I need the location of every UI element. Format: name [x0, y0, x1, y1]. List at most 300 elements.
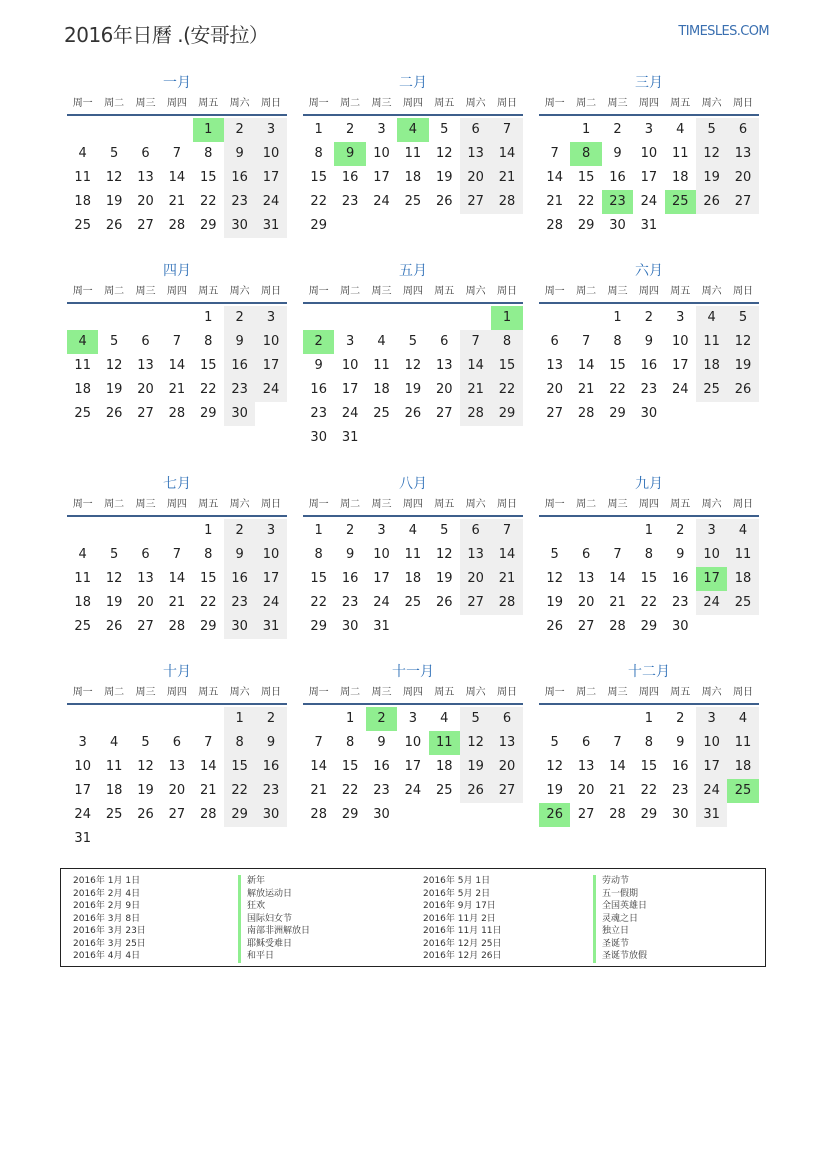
- day-cell: 18: [696, 354, 727, 378]
- day-cell: 18: [671, 170, 689, 185]
- day-cell: 14: [491, 543, 522, 567]
- month-title: 十一月: [392, 664, 434, 680]
- empty-cell: [161, 118, 192, 142]
- day-cell: 16: [224, 166, 255, 190]
- weekday-header: [539, 683, 759, 705]
- day-cell: 9: [224, 543, 255, 567]
- day-cell: 7: [172, 334, 181, 349]
- day-cell: 5: [440, 122, 449, 137]
- weekday-header: [539, 282, 759, 304]
- day-cell: 25: [74, 406, 91, 421]
- day-cell: 27: [546, 406, 563, 421]
- weekday-label: 周四: [638, 687, 659, 698]
- day-cell: 3: [676, 310, 685, 325]
- day-cell: 12: [435, 146, 453, 161]
- holiday-day-cell: 26: [539, 803, 570, 827]
- day-cell: 28: [168, 218, 186, 233]
- legend-right-names: [593, 875, 647, 963]
- day-cell: 30: [224, 402, 255, 426]
- holiday-day-cell: 2: [303, 330, 334, 354]
- holiday-legend: [60, 868, 766, 967]
- empty-cell: [98, 306, 129, 330]
- day-cell: 14: [577, 358, 595, 373]
- day-cell: 5: [550, 735, 559, 750]
- weekday-label: 周一: [72, 687, 93, 698]
- day-cell: 29: [577, 218, 595, 233]
- day-cell: 13: [577, 759, 595, 774]
- day-cell: 29: [310, 218, 327, 233]
- holiday-day-cell: 1: [193, 118, 224, 142]
- day-cell: 2: [644, 310, 653, 325]
- day-cell: 9: [224, 330, 255, 354]
- day-cell: 13: [460, 543, 491, 567]
- weekday-label: 周三: [371, 286, 392, 297]
- day-cell: 28: [168, 619, 186, 634]
- weekday-label: 周日: [497, 687, 518, 698]
- day-cell: 4: [696, 306, 727, 330]
- weekday-label: 周四: [638, 499, 659, 510]
- day-cell: 16: [671, 759, 689, 774]
- day-grid: [539, 304, 759, 426]
- weekday-label: 周六: [229, 98, 250, 109]
- day-cell: 18: [727, 567, 758, 591]
- day-cell: 24: [341, 406, 359, 421]
- day-cell: 6: [460, 519, 491, 543]
- day-cell: 16: [640, 358, 658, 373]
- day-cell: 12: [137, 759, 154, 774]
- day-cell: 12: [404, 358, 422, 373]
- weekday-header: [539, 495, 759, 517]
- day-cell: 3: [78, 735, 87, 750]
- day-cell: 23: [224, 591, 255, 615]
- weekday-label: 周四: [166, 286, 187, 297]
- month-block: [303, 473, 523, 639]
- day-cell: 17: [74, 783, 91, 798]
- day-cell: 8: [204, 547, 213, 562]
- day-cell: 25: [435, 783, 453, 798]
- day-cell: 1: [204, 523, 213, 538]
- day-cell: 18: [404, 571, 422, 586]
- day-grid: [67, 517, 287, 639]
- day-cell: 5: [408, 334, 417, 349]
- day-cell: 29: [341, 807, 359, 822]
- weekday-label: 周三: [371, 687, 392, 698]
- month-block: [303, 260, 523, 450]
- legend-left-names: [238, 875, 310, 963]
- empty-cell: [539, 707, 570, 731]
- empty-cell: [539, 519, 570, 543]
- day-cell: 5: [460, 707, 491, 731]
- weekday-label: 周三: [607, 286, 628, 297]
- day-cell: 23: [310, 406, 327, 421]
- weekday-label: 周二: [104, 286, 125, 297]
- weekday-label: 周六: [701, 286, 722, 297]
- month-title: 四月: [163, 263, 191, 279]
- day-cell: 6: [141, 146, 150, 161]
- day-grid: [539, 705, 759, 827]
- day-cell: 11: [727, 731, 758, 755]
- day-cell: 15: [640, 759, 658, 774]
- day-cell: 12: [105, 358, 123, 373]
- holiday-day-cell: 11: [429, 731, 460, 755]
- day-cell: 11: [696, 330, 727, 354]
- day-cell: 11: [404, 146, 422, 161]
- weekday-label: 周六: [465, 286, 486, 297]
- legend-date: 2016年 2月 4日: [73, 888, 141, 899]
- day-cell: 31: [255, 615, 286, 639]
- weekday-label: 周四: [402, 286, 423, 297]
- day-cell: 21: [491, 166, 522, 190]
- empty-cell: [161, 306, 192, 330]
- weekday-label: 周一: [544, 687, 565, 698]
- day-cell: 15: [199, 358, 217, 373]
- empty-cell: [130, 707, 161, 731]
- day-cell: 27: [491, 779, 522, 803]
- weekday-label: 周四: [638, 98, 659, 109]
- weekday-label: 周日: [733, 98, 754, 109]
- day-cell: 19: [105, 194, 123, 209]
- day-cell: 8: [613, 334, 622, 349]
- day-cell: 6: [491, 707, 522, 731]
- legend-date: 2016年 11月 2日: [423, 913, 496, 924]
- day-cell: 20: [491, 755, 522, 779]
- weekday-label: 周三: [135, 98, 156, 109]
- day-cell: 28: [460, 402, 491, 426]
- weekday-label: 周二: [104, 98, 125, 109]
- day-cell: 28: [310, 807, 327, 822]
- day-cell: 2: [224, 306, 255, 330]
- day-cell: 11: [671, 146, 689, 161]
- day-cell: 11: [74, 571, 91, 586]
- day-cell: 10: [373, 547, 390, 562]
- weekday-label: 周二: [576, 286, 597, 297]
- day-cell: 30: [671, 807, 689, 822]
- weekday-label: 周二: [340, 286, 361, 297]
- day-cell: 12: [105, 571, 123, 586]
- weekday-label: 周四: [402, 499, 423, 510]
- day-cell: 27: [137, 619, 154, 634]
- day-cell: 31: [373, 619, 390, 634]
- day-cell: 18: [727, 755, 758, 779]
- day-cell: 19: [404, 382, 422, 397]
- weekday-label: 周五: [670, 687, 691, 698]
- empty-cell: [303, 306, 334, 330]
- day-cell: 24: [696, 779, 727, 803]
- day-cell: 2: [345, 122, 355, 137]
- day-cell: 25: [696, 378, 727, 402]
- day-cell: 23: [224, 190, 255, 214]
- empty-cell: [193, 707, 224, 731]
- day-cell: 26: [546, 619, 563, 634]
- day-cell: 6: [727, 118, 758, 142]
- day-cell: 6: [550, 334, 559, 349]
- weekday-label: 周三: [607, 499, 628, 510]
- weekday-label: 周一: [308, 499, 329, 510]
- weekday-label: 周五: [670, 286, 691, 297]
- day-cell: 27: [577, 619, 595, 634]
- day-cell: 29: [491, 402, 522, 426]
- day-cell: 19: [435, 170, 453, 185]
- day-cell: 20: [727, 166, 758, 190]
- day-cell: 21: [199, 783, 217, 798]
- day-cell: 2: [676, 711, 685, 726]
- holiday-day-cell: 23: [602, 190, 633, 214]
- day-cell: 7: [460, 330, 491, 354]
- day-cell: 20: [460, 166, 491, 190]
- legend-holiday-name: 南部非洲解放日: [238, 925, 310, 938]
- day-cell: 16: [671, 571, 689, 586]
- weekday-label: 周二: [104, 687, 125, 698]
- day-cell: 30: [224, 214, 255, 238]
- day-cell: 29: [199, 619, 217, 634]
- day-cell: 15: [310, 571, 327, 586]
- day-cell: 4: [727, 519, 758, 543]
- day-cell: 4: [727, 707, 758, 731]
- holiday-day-cell: 1: [491, 306, 522, 330]
- day-cell: 29: [199, 218, 217, 233]
- day-cell: 27: [460, 190, 491, 214]
- day-cell: 23: [373, 783, 390, 798]
- day-cell: 28: [491, 591, 522, 615]
- day-cell: 31: [696, 803, 727, 827]
- day-cell: 26: [727, 378, 758, 402]
- day-cell: 13: [491, 731, 522, 755]
- day-cell: 25: [74, 218, 91, 233]
- day-cell: 14: [546, 170, 563, 185]
- weekday-label: 周四: [166, 499, 187, 510]
- day-cell: 17: [373, 571, 390, 586]
- day-cell: 7: [613, 547, 622, 562]
- holiday-day-cell: 2: [366, 707, 397, 731]
- day-cell: 6: [581, 735, 591, 750]
- day-cell: 19: [696, 166, 727, 190]
- legend-holiday-name: 新年: [238, 875, 310, 888]
- day-cell: 20: [137, 595, 154, 610]
- day-cell: 21: [310, 783, 327, 798]
- day-cell: 7: [314, 735, 323, 750]
- empty-cell: [67, 118, 98, 142]
- day-cell: 4: [377, 334, 386, 349]
- holiday-day-cell: 25: [727, 779, 758, 803]
- day-cell: 18: [373, 382, 390, 397]
- brand-link[interactable]: TIMESLES.COM: [678, 24, 769, 39]
- day-cell: 15: [199, 170, 217, 185]
- empty-cell: [539, 118, 570, 142]
- day-cell: 16: [255, 755, 286, 779]
- day-cell: 13: [137, 571, 154, 586]
- weekday-label: 周三: [607, 687, 628, 698]
- weekday-label: 周五: [434, 499, 455, 510]
- day-cell: 12: [696, 142, 727, 166]
- day-cell: 14: [310, 759, 327, 774]
- day-cell: 9: [676, 547, 685, 562]
- day-cell: 3: [377, 523, 386, 538]
- weekday-label: 周四: [402, 687, 423, 698]
- day-cell: 11: [105, 759, 123, 774]
- month-title: 五月: [399, 263, 427, 279]
- legend-holiday-name: 独立日: [593, 925, 647, 938]
- day-cell: 9: [255, 731, 286, 755]
- day-cell: 17: [373, 170, 390, 185]
- day-cell: 14: [168, 358, 186, 373]
- day-cell: 23: [341, 194, 359, 209]
- day-cell: 24: [74, 807, 91, 822]
- legend-date: 2016年 12月 26日: [423, 951, 502, 961]
- day-cell: 3: [345, 334, 355, 349]
- day-cell: 29: [609, 406, 626, 421]
- day-grid: [539, 517, 759, 639]
- weekday-label: 周一: [544, 499, 565, 510]
- day-cell: 7: [550, 146, 559, 161]
- day-cell: 29: [224, 803, 255, 827]
- empty-cell: [98, 118, 129, 142]
- weekday-label: 周一: [308, 687, 329, 698]
- day-cell: 8: [204, 334, 213, 349]
- month-block: [67, 72, 287, 238]
- empty-cell: [334, 306, 365, 330]
- day-cell: 20: [546, 382, 563, 397]
- day-cell: 17: [341, 382, 359, 397]
- day-grid: [67, 705, 287, 851]
- empty-cell: [602, 707, 633, 731]
- day-cell: 29: [640, 807, 658, 822]
- day-cell: 10: [696, 543, 727, 567]
- day-cell: 7: [491, 118, 522, 142]
- day-cell: 19: [460, 755, 491, 779]
- day-cell: 17: [255, 354, 286, 378]
- day-cell: 10: [671, 334, 689, 349]
- empty-cell: [570, 519, 601, 543]
- day-cell: 31: [640, 218, 658, 233]
- day-cell: 12: [546, 571, 563, 586]
- day-grid: [67, 116, 287, 238]
- day-cell: 21: [577, 382, 595, 397]
- weekday-label: 周五: [670, 499, 691, 510]
- day-cell: 15: [341, 759, 359, 774]
- weekday-label: 周四: [402, 98, 423, 109]
- day-cell: 10: [404, 735, 422, 750]
- weekday-label: 周日: [261, 98, 282, 109]
- day-cell: 7: [204, 735, 213, 750]
- day-cell: 24: [373, 595, 390, 610]
- day-cell: 10: [640, 146, 658, 161]
- day-grid: [67, 304, 287, 426]
- day-cell: 19: [105, 382, 123, 397]
- day-cell: 21: [168, 382, 186, 397]
- day-cell: 15: [310, 170, 327, 185]
- day-cell: 16: [373, 759, 390, 774]
- day-cell: 13: [168, 759, 186, 774]
- day-cell: 15: [577, 170, 595, 185]
- legend-holiday-name: 国际妇女节: [238, 913, 310, 926]
- day-cell: 23: [341, 595, 359, 610]
- day-cell: 26: [404, 406, 422, 421]
- day-cell: 10: [255, 330, 286, 354]
- weekday-label: 周二: [340, 499, 361, 510]
- month-title: 八月: [399, 476, 427, 492]
- day-cell: 8: [491, 330, 522, 354]
- legend-date: 2016年 2月 9日: [73, 901, 141, 911]
- day-cell: 8: [204, 146, 213, 161]
- weekday-label: 周日: [261, 499, 282, 510]
- day-cell: 30: [671, 619, 689, 634]
- day-cell: 16: [341, 170, 359, 185]
- day-cell: 6: [172, 735, 181, 750]
- day-cell: 8: [644, 547, 653, 562]
- day-cell: 26: [435, 194, 453, 209]
- day-cell: 27: [137, 218, 154, 233]
- day-cell: 22: [341, 783, 359, 798]
- empty-cell: [67, 519, 98, 543]
- legend-holiday-name: 解放运动日: [238, 888, 310, 901]
- weekday-label: 周二: [340, 687, 361, 698]
- day-cell: 31: [74, 831, 91, 846]
- day-cell: 7: [491, 519, 522, 543]
- day-cell: 23: [640, 382, 658, 397]
- day-cell: 8: [345, 735, 355, 750]
- holiday-day-cell: 4: [67, 330, 98, 354]
- day-cell: 12: [460, 731, 491, 755]
- empty-cell: [397, 306, 428, 330]
- weekday-header: [67, 495, 287, 517]
- weekday-header: [539, 94, 759, 116]
- day-grid: [303, 705, 523, 827]
- day-cell: 11: [373, 358, 390, 373]
- weekday-label: 周六: [701, 499, 722, 510]
- month-block: [303, 661, 523, 827]
- weekday-label: 周一: [72, 286, 93, 297]
- weekday-label: 周六: [701, 687, 722, 698]
- day-cell: 20: [137, 194, 154, 209]
- day-cell: 23: [671, 595, 689, 610]
- weekday-header: [303, 683, 523, 705]
- day-cell: 14: [609, 759, 626, 774]
- day-cell: 1: [581, 122, 591, 137]
- day-cell: 19: [137, 783, 154, 798]
- day-cell: 16: [341, 571, 359, 586]
- empty-cell: [570, 707, 601, 731]
- day-cell: 28: [168, 406, 186, 421]
- day-cell: 21: [460, 378, 491, 402]
- day-cell: 22: [609, 382, 626, 397]
- day-cell: 10: [341, 358, 359, 373]
- empty-cell: [429, 306, 460, 330]
- weekday-label: 周六: [465, 499, 486, 510]
- day-cell: 30: [609, 218, 626, 233]
- day-cell: 30: [255, 803, 286, 827]
- day-cell: 11: [74, 170, 91, 185]
- weekday-label: 周二: [576, 687, 597, 698]
- day-cell: 14: [491, 142, 522, 166]
- day-cell: 4: [78, 547, 87, 562]
- day-cell: 4: [109, 735, 119, 750]
- day-cell: 2: [345, 523, 355, 538]
- legend-holiday-name: 全国英雄日: [593, 900, 647, 913]
- legend-date: 2016年 3月 25日: [73, 938, 146, 949]
- day-cell: 28: [199, 807, 217, 822]
- day-cell: 2: [224, 519, 255, 543]
- day-cell: 11: [404, 547, 422, 562]
- day-cell: 30: [640, 406, 658, 421]
- month-block: [539, 72, 759, 238]
- weekday-label: 周日: [733, 687, 754, 698]
- day-cell: 18: [404, 170, 422, 185]
- weekday-label: 周二: [576, 499, 597, 510]
- day-cell: 5: [109, 334, 119, 349]
- day-cell: 5: [440, 523, 449, 538]
- day-cell: 14: [168, 571, 186, 586]
- day-cell: 3: [255, 118, 286, 142]
